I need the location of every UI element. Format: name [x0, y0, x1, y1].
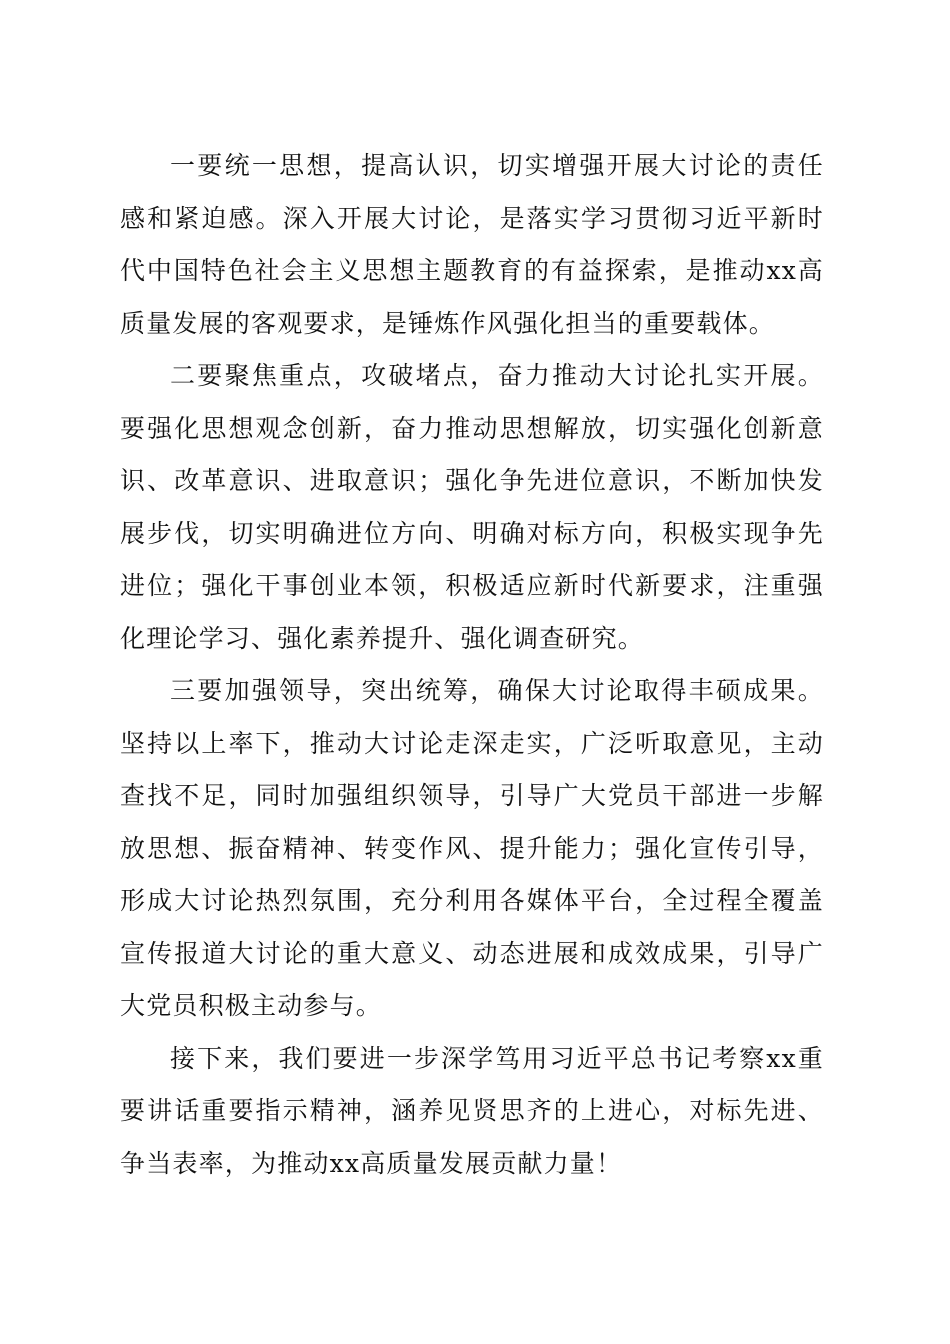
document-body	[120, 140, 824, 1190]
paragraph-unify-thinking: 一要统一思想，提高认识，切实增强开展大讨论的责任感和紧迫感。深入开展大讨论，是落实学习贯彻习近平新时代中国特色社会主义思想主题教育的有益探索，是推动xx高质量发展的客观要求，是锤炼作风强化担当的重要载体。	[120, 151, 824, 338]
paragraph-strengthen-leadership: 三要加强领导，突出统筹，确保大讨论取得丰硕成果。坚持以上率下，推动大讨论走深走实，广泛听取意见，主动查找不足，同时加强组织领导，引导广大党员干部进一步解放思想、振奋精神、转变作风、提升能力；强化宣传引导，形成大讨论热烈氛围，充分利用各媒体平台，全过程全覆盖宣传报道大讨论的重大意义、动态进展和成效成果，引导广大党员积极主动参与。	[120, 676, 824, 1020]
paragraph-next-steps: 接下来，我们要进一步深学笃用习近平总书记考察xx重要讲话重要指示精神，涵养见贤思齐的上进心，对标先进、争当表率，为推动xx高质量发展贡献力量！	[120, 1043, 824, 1178]
paragraph-focus-key-points: 二要聚焦重点，攻破堵点，奋力推动大讨论扎实开展。要强化思想观念创新，奋力推动思想解放，切实强化创新意识、改革意识、进取意识；强化争先进位意识，不断加快发展步伐，切实明确进位方向、明确对标方向，积极实现争先进位；强化干事创业本领，积极适应新时代新要求，注重强化理论学习、强化素养提升、强化调查研究。	[120, 361, 824, 653]
